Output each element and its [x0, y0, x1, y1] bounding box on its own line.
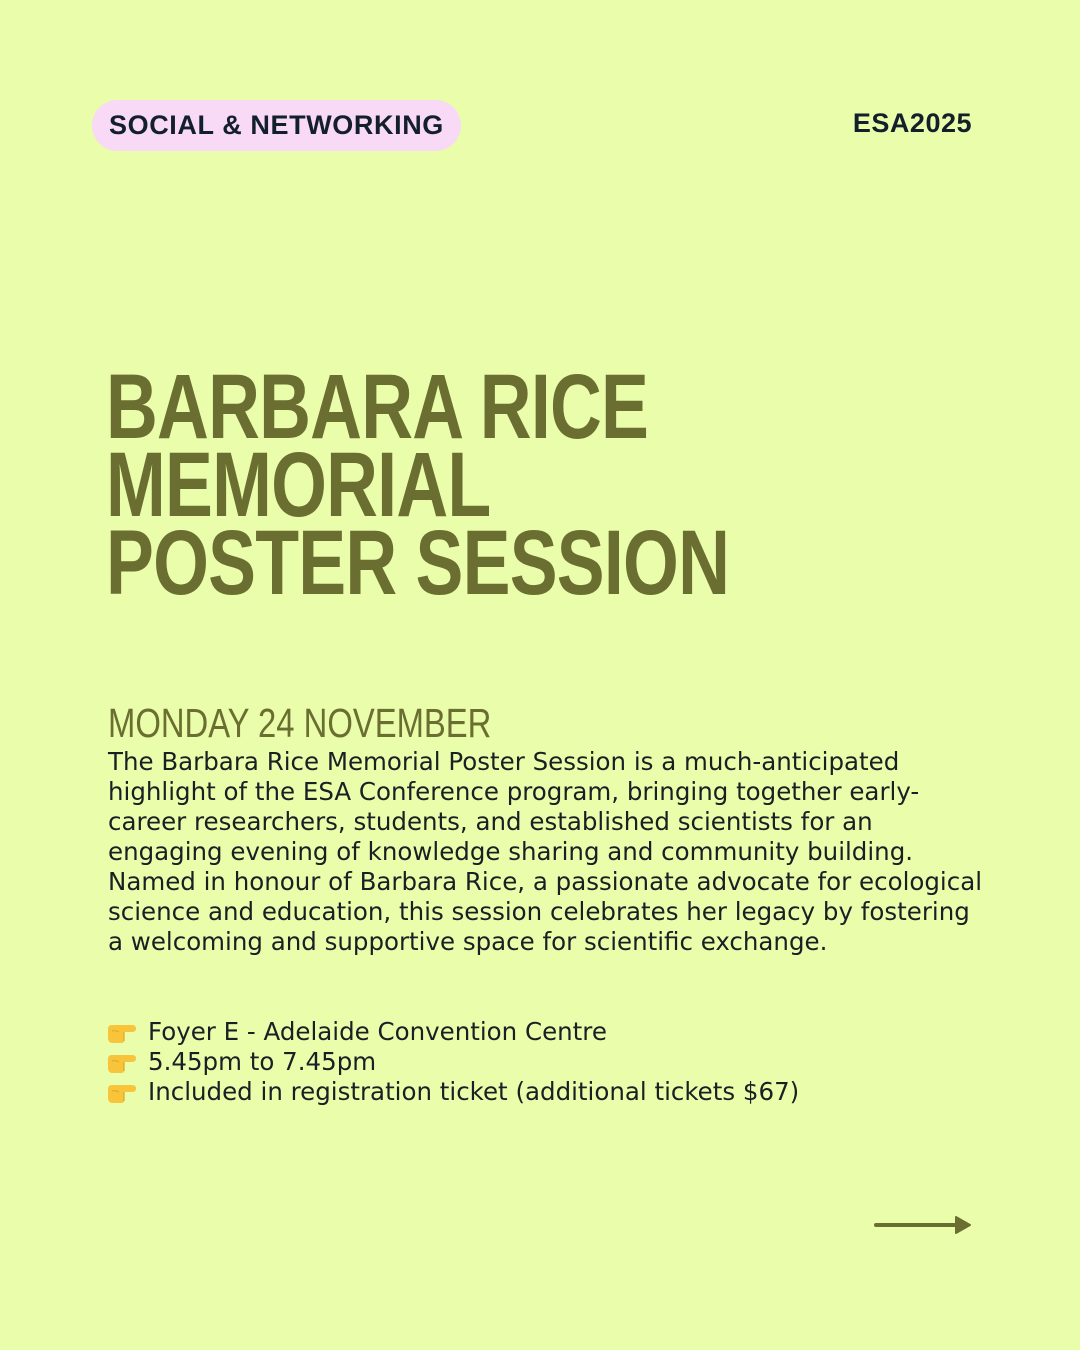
pointing-hand-icon: [106, 1019, 140, 1045]
event-title: [106, 356, 905, 614]
detail-ticket: [106, 1077, 799, 1107]
detail-location-text: Foyer E - Adelaide Convention Centre: [148, 1017, 607, 1046]
detail-time: [106, 1047, 799, 1077]
pointing-hand-icon: [106, 1079, 140, 1105]
event-details-list: [106, 1017, 799, 1107]
event-date: MONDAY 24 NOVEMBER: [108, 700, 492, 746]
event-description: The Barbara Rice Memorial Poster Session is a much-anticipated highlight of the ESA Conference program, bringing together early-career researchers, students, and established scientists for an engaging evening of knowledge sharing and community building. Named in honour of Barbara Rice, a passionate advocate for ecological science and education, this session celebrates her legacy by fostering a welcoming and supportive space for scientific exchange.: [108, 747, 983, 956]
detail-location: [106, 1017, 799, 1047]
detail-ticket-text: Included in registration ticket (additional tickets $67): [148, 1077, 800, 1106]
category-tag: SOCIAL & NETWORKING: [92, 100, 461, 151]
detail-time-text: 5.45pm to 7.45pm: [148, 1047, 377, 1076]
pointing-hand-icon: [106, 1049, 140, 1075]
event-title-line-3: POSTER SESSION: [106, 512, 730, 614]
event-title-line-2: MEMORIAL: [106, 434, 491, 536]
right-arrow-icon[interactable]: [874, 1212, 974, 1238]
event-title-line-1: BARBARA RICE: [106, 356, 649, 458]
conference-hashtag: ESA2025: [852, 108, 972, 138]
